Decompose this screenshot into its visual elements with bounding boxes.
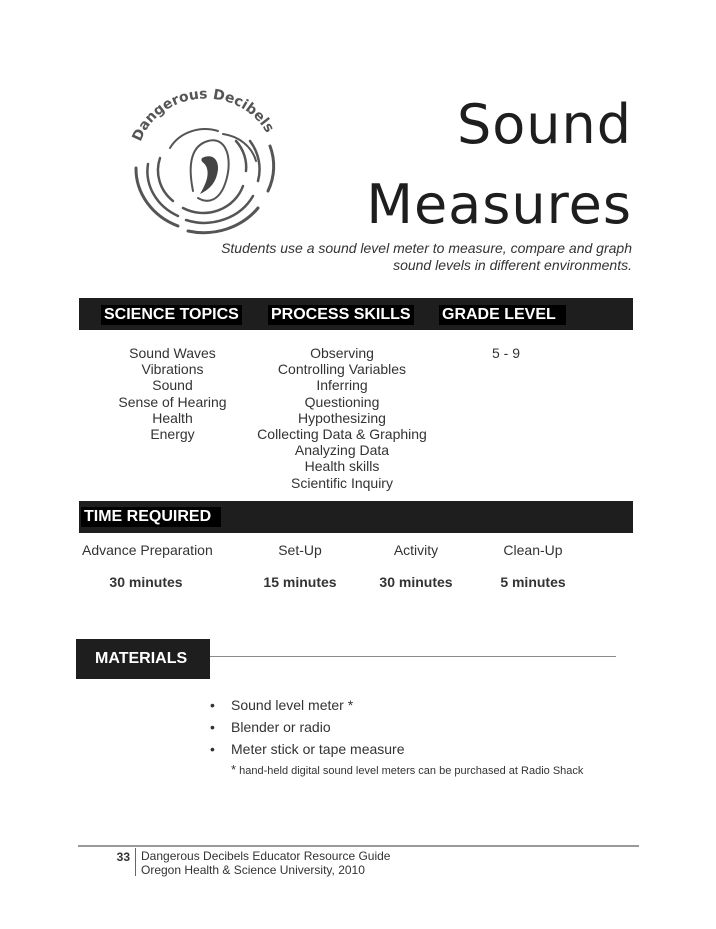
ear-sound-waves-icon [118,86,288,236]
science-topics-list [100,345,245,442]
time-value-activity: 30 minutes [379,574,453,590]
process-skill: Questioning [304,393,380,410]
time-required-header-bar [79,501,633,533]
materials-header: MATERIALS [95,650,188,667]
material-item [205,738,405,760]
bullet-icon: • [210,741,215,757]
footer-publisher: Oregon Health & Science University, 2010 [141,863,365,877]
time-required-header: TIME REQUIRED [81,507,221,527]
science-topic: Energy [150,426,195,443]
process-skill: Inferring [316,377,368,394]
svg-text:Dangerous Decibels: Dangerous Decibels [129,86,278,144]
footer-guide-title: Dangerous Decibels Educator Resource Guide [141,849,391,863]
science-topic: Sound [152,377,193,394]
time-value-advance-preparation: 30 minutes [109,574,183,590]
time-label-activity: Activity [393,542,439,558]
materials-header-box [76,639,210,679]
footer-separator [135,848,136,876]
process-skill: Scientific Inquiry [291,474,393,491]
grade-level-header: GRADE LEVEL [439,305,566,325]
page-title-line-1: Sound [456,93,632,156]
material-item-text: Meter stick or tape measure [231,741,405,757]
materials-footnote [231,762,583,777]
process-skill: Health skills [304,458,380,475]
footer-divider [78,845,639,847]
science-topic: Health [152,409,193,426]
time-label-clean-up: Clean-Up [503,542,563,558]
material-item [205,716,405,738]
overview-header-bar [79,298,633,330]
process-skills-header: PROCESS SKILLS [268,305,414,325]
process-skill: Observing [310,345,374,361]
grade-level-text: 5 - 9 [491,345,520,361]
process-skill: Hypothesizing [298,409,386,426]
time-value-clean-up: 5 minutes [500,574,566,590]
bullet-icon: • [210,719,215,735]
process-skill: Controlling Variables [277,361,407,378]
dangerous-decibels-logo [118,86,288,236]
footer-text [141,849,390,877]
materials-divider [210,656,616,657]
science-topics-header: SCIENCE TOPICS [101,305,242,325]
science-topic: Sound Waves [129,345,216,361]
process-skill: Collecting Data & Graphing [257,426,427,443]
footnote-text: hand-held digital sound level meters can be purchased at Radio Shack [239,765,584,777]
subtitle: Students use a sound level meter to measure, compare and graph sound levels in different environments. [221,240,632,273]
process-skills-list [247,345,437,491]
page-title-line-2: Measures [366,173,632,236]
material-item [205,694,405,716]
time-label-advance-preparation: Advance Preparation [82,542,213,558]
bullet-icon: • [210,697,215,713]
time-value-set-up: 15 minutes [263,574,337,590]
material-item-text: Blender or radio [231,719,331,735]
material-item-text: Sound level meter * [231,697,354,713]
materials-list [205,694,405,760]
grade-level-value [478,345,534,361]
process-skill: Analyzing Data [294,442,390,459]
science-topic: Sense of Hearing [118,393,227,410]
footnote-marker: * [231,762,237,777]
time-label-set-up: Set-Up [278,542,322,558]
science-topic: Vibrations [141,361,204,378]
page-number: 33 [116,850,130,864]
